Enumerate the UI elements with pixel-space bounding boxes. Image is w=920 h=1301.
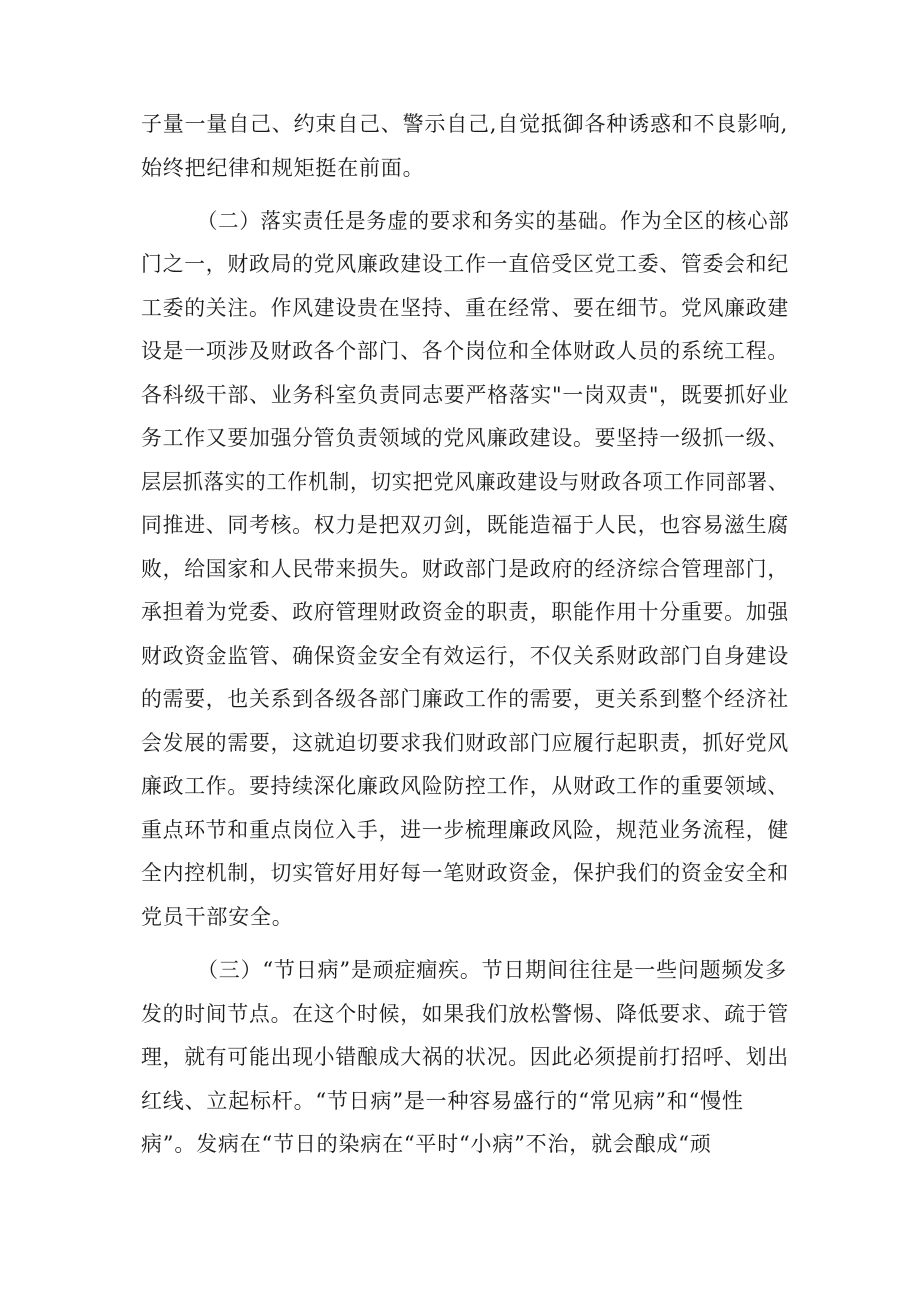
- text-line: 发的时间节点。在这个时候，如果我们放松警惕、降低要求、疏于管: [141, 1002, 789, 1026]
- text-line: 工委的关注。作风建设贵在坚持、重在经常、要在细节。党风廉政建: [141, 296, 789, 320]
- text-line: 层层抓落实的工作机制，切实把党风廉政建设与财政各项工作同部署、: [141, 470, 789, 494]
- text-line: 重点环节和重点岗位入手，进一步梳理廉政风险，规范业务流程，健: [141, 818, 789, 842]
- text-line: 红线、立起标杆。“节日病”是一种容易盛行的“常见病”和“慢性: [141, 1089, 744, 1113]
- text-line: 各科级干部、业务科室负责同志要严格落实"一岗双责"，既要抓好业: [141, 383, 790, 407]
- text-line: 病”。发病在“节日的染病在“平时“小病”不治，就会酿成“顽: [141, 1132, 712, 1156]
- text-line: 的需要，也关系到各级各部门廉政工作的需要，更关系到整个经济社: [141, 687, 789, 711]
- text-line: 党员干部安全。: [141, 905, 294, 929]
- text-line: （二）落实责任是务虚的要求和务实的基础。作为全区的核心部: [197, 209, 790, 233]
- text-line: 败，给国家和人民带来损失。财政部门是政府的经济综合管理部门，: [141, 557, 789, 581]
- text-line: 务工作又要加强分管负责领域的党风廉政建设。要坚持一级抓一级、: [141, 426, 789, 450]
- text-line: 廉政工作。要持续深化廉政风险防控工作，从财政工作的重要领域、: [141, 774, 789, 798]
- text-line: 始终把纪律和规矩挺在前面。: [141, 156, 425, 180]
- text-line: 财政资金监管、确保资金安全有效运行，不仅关系财政部门自身建设: [141, 644, 789, 668]
- text-line: 全内控机制，切实管好用好每一笔财政资金，保护我们的资金安全和: [141, 861, 789, 885]
- text-line: 理，就有可能出现小错酿成大祸的状况。因此必须提前打招呼、划出: [141, 1045, 789, 1069]
- text-line: 子量一量自己、约束自己、警示自己,自觉抵御各种诱惑和不良影响,: [141, 112, 789, 136]
- text-line: 门之一，财政局的党风廉政建设工作一直倍受区党工委、管委会和纪: [141, 252, 789, 276]
- text-line: 设是一项涉及财政各个部门、各个岗位和全体财政人员的系统工程。: [141, 339, 789, 363]
- text-line: 承担着为党委、政府管理财政资金的职责，职能作用十分重要。加强: [141, 600, 789, 624]
- text-line: （三）“节日病”是顽症痼疾。节日期间往往是一些问题频发多: [197, 958, 787, 982]
- text-line: 会发展的需要，这就迫切要求我们财政部门应履行起职责，抓好党风: [141, 731, 789, 755]
- text-line: 同推进、同考核。权力是把双刃剑，既能造福于人民，也容易滋生腐: [141, 513, 789, 537]
